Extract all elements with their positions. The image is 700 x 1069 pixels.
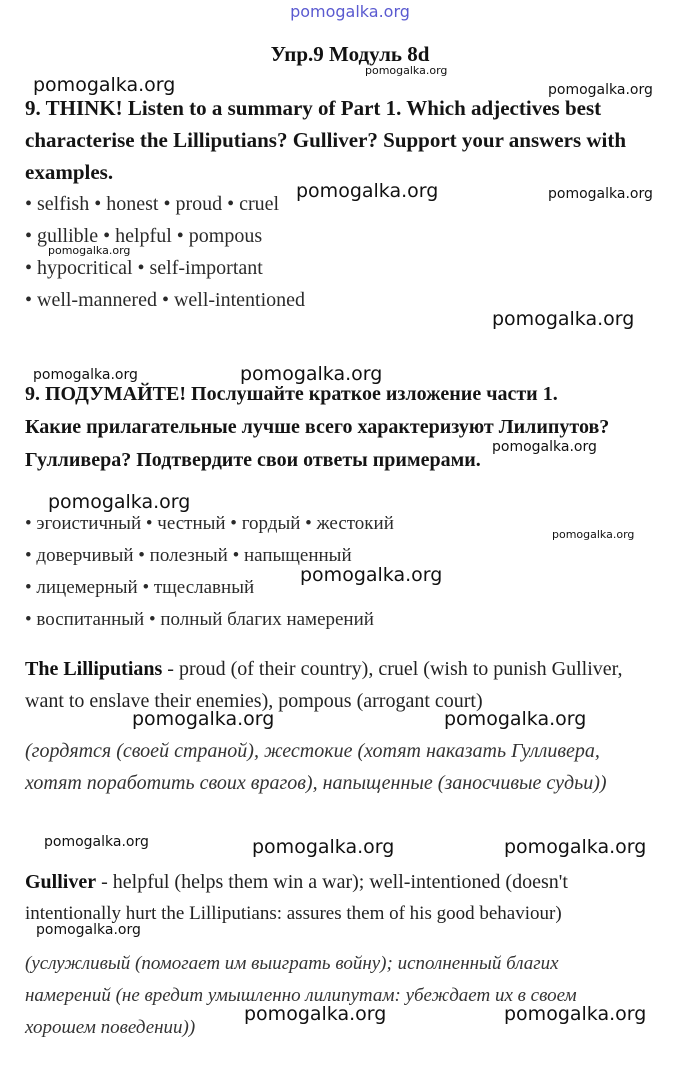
question-en-line: examples.	[25, 160, 114, 184]
question-ru-line: Гулливера? Подтвердите свои ответы примерами.	[25, 449, 481, 471]
option-en: • selfish • honest • proud • cruel	[25, 193, 280, 215]
watermark: pomogalka.org	[33, 74, 176, 96]
answer-label: Gulliver	[25, 871, 97, 893]
option-ru: • доверчивый • полезный • напыщенный	[25, 545, 352, 566]
translation-gulliver-line: (услужливый (помогает им выиграть войну); исполненный благих	[25, 953, 559, 974]
site-header: pomogalka.org	[290, 2, 410, 21]
watermark: pomogalka.org	[504, 1003, 647, 1025]
option-en: • well-mannered • well-intentioned	[25, 289, 306, 311]
watermark: pomogalka.org	[240, 363, 383, 385]
watermark: pomogalka.org	[44, 834, 149, 850]
watermark: pomogalka.org	[48, 244, 131, 257]
watermark: pomogalka.org	[252, 836, 395, 858]
option-ru: • лицемерный • тщеславный	[25, 577, 255, 598]
option-en: • gullible • helpful • pompous	[25, 225, 263, 247]
question-ru-line: Какие прилагательные лучше всего характеризуют Лилипутов?	[25, 416, 610, 438]
watermark: pomogalka.org	[548, 186, 653, 202]
translation-gulliver-line: намерений (не вредит умышленно лилипутам: убеждает их в своем	[25, 985, 577, 1006]
option-ru: • эгоистичный • честный • гордый • жестокий	[25, 513, 394, 534]
option-en: • hypocritical • self-important	[25, 257, 263, 279]
watermark: pomogalka.org	[492, 308, 635, 330]
translation-gulliver-line: хорошем поведении))	[25, 1017, 196, 1038]
translation-lilliputians-line: хотят поработить своих врагов), напыщенные (заносчивые судьи))	[25, 772, 607, 794]
watermark: pomogalka.org	[33, 367, 138, 383]
watermark: pomogalka.org	[492, 439, 597, 455]
watermark: pomogalka.org	[296, 180, 439, 202]
question-ru-line: 9. ПОДУМАЙТЕ! Послушайте краткое изложение части 1.	[25, 383, 558, 405]
answer-lilliputians-line: The Lilliputians - proud (of their country), cruel (wish to punish Gulliver,	[25, 658, 623, 680]
answer-gulliver-line: Gulliver - helpful (helps them win a war); well-intentioned (doesn't	[25, 871, 568, 893]
watermark: pomogalka.org	[300, 564, 443, 586]
question-en-line: characterise the Lilliputians? Gulliver? Support your answers with	[25, 128, 627, 152]
option-ru: • воспитанный • полный благих намерений	[25, 609, 374, 630]
watermark: pomogalka.org	[244, 1003, 387, 1025]
answer-label: The Lilliputians	[25, 658, 163, 680]
watermark: pomogalka.org	[444, 708, 587, 730]
answer-gulliver-line: intentionally hurt the Lilliputians: assures them of his good behaviour)	[25, 903, 562, 924]
watermark: pomogalka.org	[552, 528, 635, 541]
page-title: Упр.9 Модуль 8d	[270, 42, 430, 66]
watermark: pomogalka.org	[48, 491, 191, 513]
watermark: pomogalka.org	[132, 708, 275, 730]
question-en-line: 9. THINK! Listen to a summary of Part 1. Which adjectives best	[25, 96, 602, 120]
answer-lilliputians-line: want to enslave their enemies), pompous (arrogant court)	[25, 690, 483, 712]
watermark: pomogalka.org	[548, 82, 653, 98]
watermark: pomogalka.org	[36, 922, 141, 938]
watermark: pomogalka.org	[365, 64, 448, 77]
watermark: pomogalka.org	[504, 836, 647, 858]
translation-lilliputians-line: (гордятся (своей страной), жестокие (хотят наказать Гулливера,	[25, 740, 600, 762]
